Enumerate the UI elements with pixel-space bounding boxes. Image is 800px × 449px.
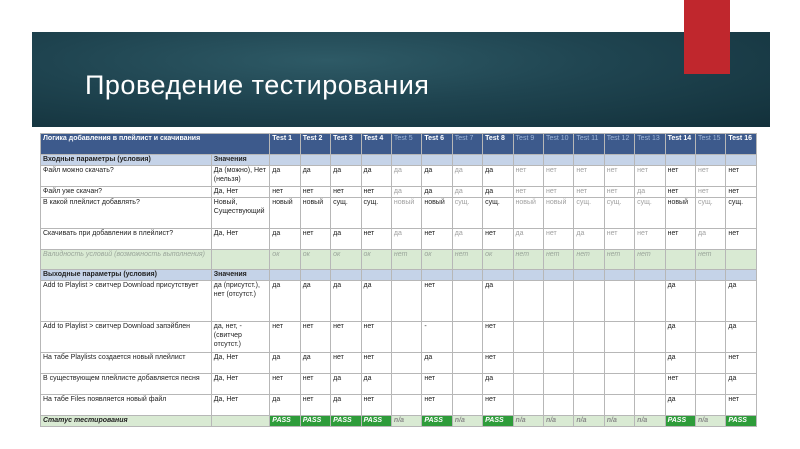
validity-cell: нет — [391, 250, 421, 270]
result-cell: новый — [391, 198, 421, 229]
result-cell: да — [331, 374, 361, 395]
param-cell: На табе Files появляется новый файл — [41, 395, 212, 416]
values-cell: Да, Нет — [211, 229, 270, 250]
result-cell — [452, 281, 482, 322]
output-param-row — [41, 353, 757, 374]
result-cell — [391, 322, 421, 353]
result-cell — [543, 353, 573, 374]
result-cell — [513, 281, 543, 322]
section-empty-cell — [422, 155, 452, 166]
result-cell: да — [270, 395, 300, 416]
validity-cell: ок — [361, 250, 391, 270]
status-row — [41, 416, 757, 427]
test-column-header: Test 11 — [574, 134, 604, 155]
test-column-header: Test 9 — [513, 134, 543, 155]
result-cell: да — [391, 166, 421, 187]
section-empty-cell — [635, 270, 665, 281]
result-cell — [452, 374, 482, 395]
result-cell — [604, 395, 634, 416]
result-cell — [635, 395, 665, 416]
values-cell: Да (можно), Нет (нельзя) — [211, 166, 270, 187]
result-cell — [695, 374, 725, 395]
param-cell: На табе Playlists создается новый плейлист — [41, 353, 212, 374]
result-cell: новый — [513, 198, 543, 229]
result-cell — [543, 281, 573, 322]
status-na-cell: n/a — [635, 416, 665, 427]
result-cell: нет — [726, 187, 757, 198]
result-cell: да — [270, 166, 300, 187]
result-cell: да — [300, 353, 330, 374]
result-cell: нет — [665, 229, 695, 250]
output-param-row — [41, 322, 757, 353]
validity-cell: нет — [635, 250, 665, 270]
section-empty-cell — [483, 155, 513, 166]
result-cell: да — [695, 229, 725, 250]
input-section-label: Входные параметры (условия) — [41, 155, 212, 166]
result-cell: да — [483, 281, 513, 322]
result-cell: да — [331, 166, 361, 187]
output-section-label: Выходные параметры (условия) — [41, 270, 212, 281]
status-pass-badge: PASS — [665, 416, 695, 427]
result-cell: нет — [300, 187, 330, 198]
result-cell: нет — [422, 374, 452, 395]
validity-cell: ок — [422, 250, 452, 270]
section-empty-cell — [391, 155, 421, 166]
result-cell — [452, 353, 482, 374]
result-cell: нет — [300, 229, 330, 250]
section-empty-cell — [331, 155, 361, 166]
validity-cell: ок — [331, 250, 361, 270]
result-cell: нет — [361, 187, 391, 198]
result-cell: нет — [422, 281, 452, 322]
test-column-header: Test 5 — [391, 134, 421, 155]
result-cell — [635, 281, 665, 322]
output-param-row — [41, 374, 757, 395]
result-cell: да — [665, 353, 695, 374]
status-na-cell: n/a — [513, 416, 543, 427]
result-cell: да — [635, 187, 665, 198]
result-cell: да — [331, 281, 361, 322]
section-empty-cell — [331, 270, 361, 281]
result-cell: нет — [513, 187, 543, 198]
result-cell: да — [452, 166, 482, 187]
section-empty-cell — [361, 270, 391, 281]
result-cell: нет — [604, 229, 634, 250]
result-cell: да — [726, 374, 757, 395]
result-cell — [695, 395, 725, 416]
section-empty-cell — [513, 155, 543, 166]
output-param-row — [41, 281, 757, 322]
result-cell — [513, 322, 543, 353]
section-empty-cell — [665, 270, 695, 281]
result-cell — [574, 322, 604, 353]
output-section-values-label: Значения — [211, 270, 270, 281]
values-cell: да (присутст.), нет (отсутст.) — [211, 281, 270, 322]
test-matrix-table-container — [40, 133, 757, 438]
result-cell: нет — [422, 395, 452, 416]
status-na-cell: n/a — [574, 416, 604, 427]
section-empty-cell — [270, 155, 300, 166]
section-empty-cell — [300, 270, 330, 281]
result-cell: нет — [270, 322, 300, 353]
result-cell — [574, 281, 604, 322]
result-cell: да — [665, 322, 695, 353]
test-column-header: Test 15 — [695, 134, 725, 155]
result-cell: нет — [726, 395, 757, 416]
result-cell: новый — [270, 198, 300, 229]
input-section-row — [41, 155, 757, 166]
result-cell: да — [513, 229, 543, 250]
status-pass-badge: PASS — [361, 416, 391, 427]
result-cell: нет — [543, 229, 573, 250]
section-empty-cell — [665, 155, 695, 166]
section-empty-cell — [726, 270, 757, 281]
validity-cell: ок — [483, 250, 513, 270]
section-empty-cell — [452, 270, 482, 281]
result-cell: нет — [422, 229, 452, 250]
result-cell: нет — [270, 187, 300, 198]
result-cell: нет — [331, 322, 361, 353]
test-column-header: Test 16 — [726, 134, 757, 155]
result-cell — [452, 322, 482, 353]
result-cell: да — [422, 353, 452, 374]
output-param-row — [41, 395, 757, 416]
input-param-row — [41, 229, 757, 250]
result-cell: нет — [270, 374, 300, 395]
result-cell: нет — [331, 187, 361, 198]
result-cell: да — [726, 281, 757, 322]
result-cell — [635, 353, 665, 374]
input-param-row — [41, 166, 757, 187]
result-cell: сущ. — [331, 198, 361, 229]
result-cell: нет — [483, 229, 513, 250]
result-cell: да — [483, 166, 513, 187]
section-empty-cell — [391, 270, 421, 281]
section-empty-cell — [270, 270, 300, 281]
values-cell: да, нет, - (свитчер отсутст.) — [211, 322, 270, 353]
result-cell: новый — [422, 198, 452, 229]
result-cell — [543, 395, 573, 416]
section-empty-cell — [513, 270, 543, 281]
param-cell: Файл уже скачан? — [41, 187, 212, 198]
section-empty-cell — [483, 270, 513, 281]
result-cell: нет — [665, 166, 695, 187]
result-cell: нет — [300, 322, 330, 353]
result-cell — [635, 322, 665, 353]
result-cell: нет — [361, 353, 391, 374]
result-cell: нет — [483, 395, 513, 416]
section-empty-cell — [452, 155, 482, 166]
result-cell: нет — [300, 374, 330, 395]
result-cell: да — [665, 281, 695, 322]
result-cell: нет — [604, 166, 634, 187]
result-cell: сущ. — [574, 198, 604, 229]
validity-cell: нет — [604, 250, 634, 270]
result-cell: да — [300, 166, 330, 187]
status-label: Статус тестирования — [41, 416, 212, 427]
result-cell: нет — [635, 166, 665, 187]
result-cell: сущ. — [726, 198, 757, 229]
result-cell: да — [422, 187, 452, 198]
param-cell: Add to Playlist > свитчер Download присутствует — [41, 281, 212, 322]
result-cell: нет — [604, 187, 634, 198]
result-cell: нет — [513, 166, 543, 187]
status-na-cell: n/a — [604, 416, 634, 427]
result-cell: да — [270, 281, 300, 322]
result-cell: нет — [483, 322, 513, 353]
result-cell: да — [270, 353, 300, 374]
slide-title: Проведение тестирования — [85, 70, 430, 100]
result-cell: нет — [726, 166, 757, 187]
section-empty-cell — [604, 270, 634, 281]
result-cell: сущ. — [604, 198, 634, 229]
status-pass-badge: PASS — [331, 416, 361, 427]
section-empty-cell — [695, 155, 725, 166]
section-empty-cell — [574, 270, 604, 281]
validity-row — [41, 250, 757, 270]
validity-cell: нет — [452, 250, 482, 270]
section-empty-cell — [422, 270, 452, 281]
output-section-row — [41, 270, 757, 281]
section-empty-cell — [695, 270, 725, 281]
input-param-row — [41, 187, 757, 198]
result-cell: новый — [543, 198, 573, 229]
result-cell — [604, 281, 634, 322]
result-cell: сущ. — [635, 198, 665, 229]
result-cell: да — [574, 229, 604, 250]
values-cell: Да, Нет — [211, 187, 270, 198]
status-pass-badge: PASS — [483, 416, 513, 427]
result-cell — [604, 322, 634, 353]
validity-label: Валидность условий (возможность выполнения) — [41, 250, 212, 270]
result-cell — [391, 374, 421, 395]
result-cell: нет — [543, 166, 573, 187]
result-cell — [543, 322, 573, 353]
result-cell — [513, 395, 543, 416]
test-column-header: Test 10 — [543, 134, 573, 155]
result-cell: да — [726, 322, 757, 353]
validity-cell — [726, 250, 757, 270]
result-cell: нет — [361, 229, 391, 250]
test-column-header: Test 8 — [483, 134, 513, 155]
result-cell: нет — [665, 187, 695, 198]
status-na-cell: n/a — [695, 416, 725, 427]
test-column-header: Test 13 — [635, 134, 665, 155]
status-na-cell: n/a — [452, 416, 482, 427]
accent-red-block — [684, 0, 730, 74]
result-cell — [543, 374, 573, 395]
result-cell: да — [483, 187, 513, 198]
result-cell: нет — [635, 229, 665, 250]
result-cell — [574, 374, 604, 395]
section-empty-cell — [300, 155, 330, 166]
values-cell: Да, Нет — [211, 374, 270, 395]
result-cell — [513, 374, 543, 395]
result-cell: нет — [726, 229, 757, 250]
test-column-header: Test 2 — [300, 134, 330, 155]
result-cell: да — [331, 229, 361, 250]
result-cell: нет — [543, 187, 573, 198]
section-empty-cell — [543, 155, 573, 166]
table-header-row — [41, 134, 757, 155]
result-cell: новый — [665, 198, 695, 229]
result-cell: да — [361, 281, 391, 322]
values-cell: Новый, Существующий — [211, 198, 270, 229]
status-pass-badge: PASS — [270, 416, 300, 427]
status-pass-badge: PASS — [422, 416, 452, 427]
param-cell: Add to Playlist > свитчер Download запэйблен — [41, 322, 212, 353]
result-cell: сущ. — [695, 198, 725, 229]
result-cell — [695, 322, 725, 353]
result-cell: нет — [695, 187, 725, 198]
section-empty-cell — [604, 155, 634, 166]
result-cell — [513, 353, 543, 374]
status-na-cell: n/a — [543, 416, 573, 427]
result-cell — [695, 353, 725, 374]
test-column-header: Test 6 — [422, 134, 452, 155]
result-cell: да — [270, 229, 300, 250]
param-cell: Файл можно скачать? — [41, 166, 212, 187]
param-cell: В существующем плейлисте добавляется песня — [41, 374, 212, 395]
result-cell: сущ. — [483, 198, 513, 229]
validity-values-cell — [211, 250, 270, 270]
result-cell: нет — [695, 166, 725, 187]
result-cell: нет — [574, 187, 604, 198]
result-cell: да — [331, 395, 361, 416]
test-column-header: Test 3 — [331, 134, 361, 155]
result-cell — [574, 395, 604, 416]
result-cell — [604, 374, 634, 395]
result-cell: да — [361, 374, 391, 395]
table-header-label: Логика добавления в плейлист и скачивания — [41, 134, 270, 155]
validity-cell: ок — [300, 250, 330, 270]
result-cell: да — [422, 166, 452, 187]
result-cell: нет — [361, 322, 391, 353]
result-cell — [452, 395, 482, 416]
result-cell — [695, 281, 725, 322]
result-cell: да — [361, 166, 391, 187]
test-column-header: Test 14 — [665, 134, 695, 155]
section-empty-cell — [635, 155, 665, 166]
section-empty-cell — [361, 155, 391, 166]
result-cell: да — [665, 395, 695, 416]
validity-cell: нет — [513, 250, 543, 270]
result-cell: - — [422, 322, 452, 353]
status-values-cell — [211, 416, 270, 427]
result-cell: нет — [574, 166, 604, 187]
test-column-header: Test 4 — [361, 134, 391, 155]
result-cell: сущ. — [452, 198, 482, 229]
section-empty-cell — [574, 155, 604, 166]
param-cell: В какой плейлист добавлять? — [41, 198, 212, 229]
result-cell: да — [391, 229, 421, 250]
status-na-cell: n/a — [391, 416, 421, 427]
test-matrix-table — [40, 133, 757, 427]
result-cell: нет — [300, 395, 330, 416]
input-section-values-label: Значения — [211, 155, 270, 166]
validity-cell: ок — [270, 250, 300, 270]
result-cell: нет — [665, 374, 695, 395]
input-param-row — [41, 198, 757, 229]
values-cell: Да, Нет — [211, 353, 270, 374]
result-cell — [574, 353, 604, 374]
section-empty-cell — [543, 270, 573, 281]
result-cell — [604, 353, 634, 374]
validity-cell: нет — [695, 250, 725, 270]
result-cell: да — [391, 187, 421, 198]
test-column-header: Test 12 — [604, 134, 634, 155]
result-cell: нет — [726, 353, 757, 374]
validity-cell: нет — [543, 250, 573, 270]
result-cell: да — [300, 281, 330, 322]
result-cell — [391, 395, 421, 416]
validity-cell — [665, 250, 695, 270]
validity-cell: нет — [574, 250, 604, 270]
status-pass-badge: PASS — [726, 416, 757, 427]
result-cell: да — [452, 187, 482, 198]
result-cell — [391, 281, 421, 322]
result-cell — [391, 353, 421, 374]
section-empty-cell — [726, 155, 757, 166]
values-cell: Да, Нет — [211, 395, 270, 416]
param-cell: Скачивать при добавлении в плейлист? — [41, 229, 212, 250]
result-cell: да — [483, 374, 513, 395]
test-column-header: Test 1 — [270, 134, 300, 155]
test-column-header: Test 7 — [452, 134, 482, 155]
result-cell: нет — [361, 395, 391, 416]
result-cell: новый — [300, 198, 330, 229]
result-cell — [635, 374, 665, 395]
result-cell: сущ. — [361, 198, 391, 229]
result-cell: нет — [331, 353, 361, 374]
result-cell: да — [452, 229, 482, 250]
result-cell: нет — [483, 353, 513, 374]
status-pass-badge: PASS — [300, 416, 330, 427]
